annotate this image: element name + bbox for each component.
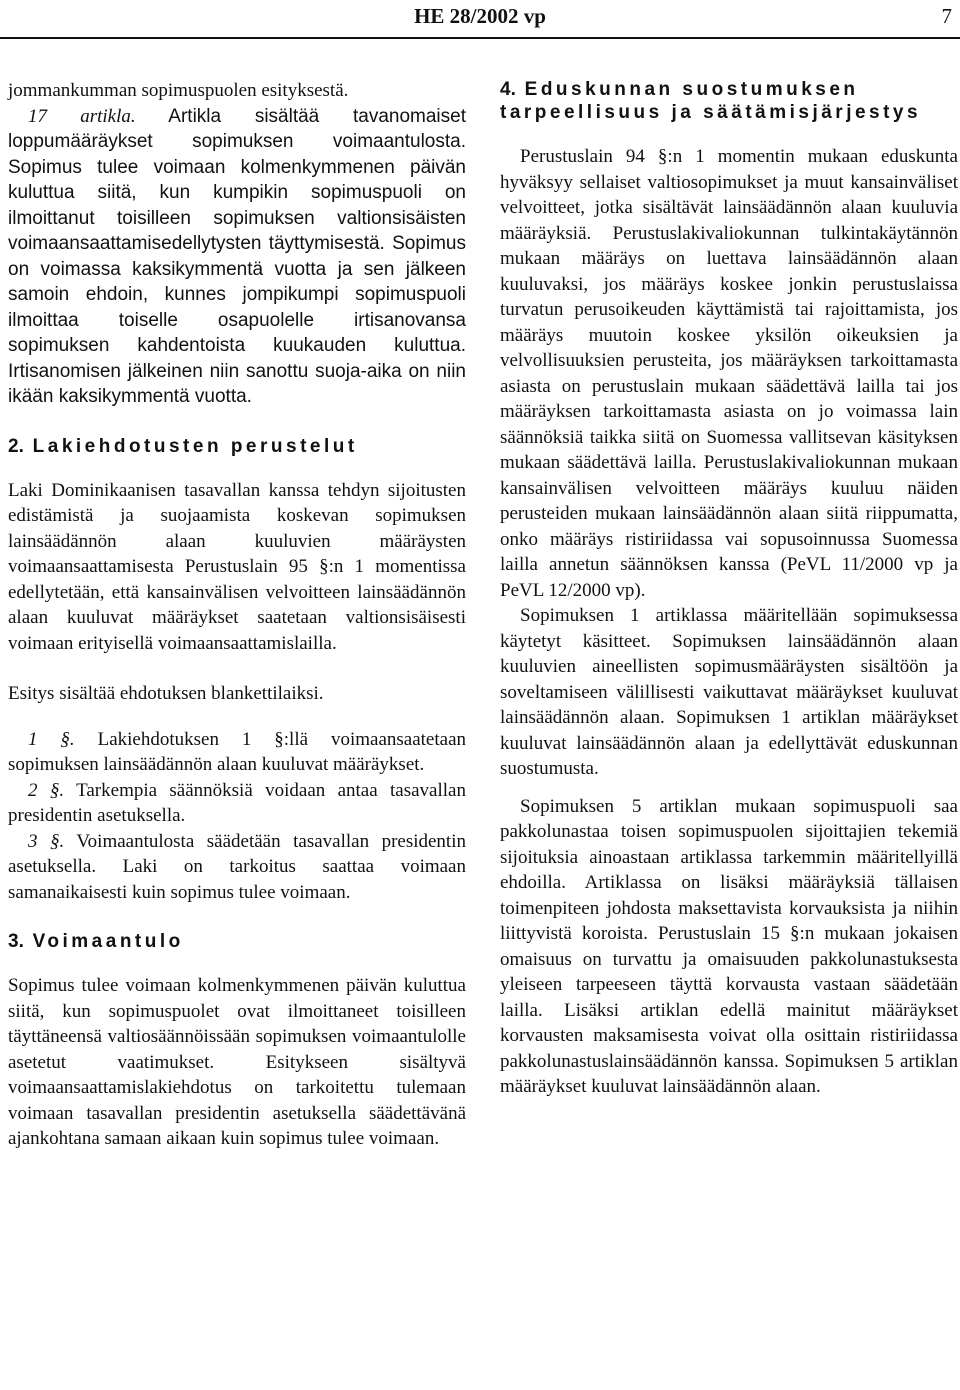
section-2-item [8, 778, 466, 829]
section-4-paragraph-3: Sopimuksen 5 artiklan mukaan sopimuspuoli saa pakkolunastaa toisen sopimuspuolen sijoittajien tekemiä sijoituksia ainoastaan artiklassa tarkemmin määritellyillä ehdoilla. Artiklassa on lisäksi määräyksiä tällaisen toimenpiteen johdosta maksettavista korvauksista ja niihin liittyvistä koroista. Perustuslain 15 §:n mukaan jokaisen omaisuus on turvattu ja omaisuuden pakkolunastuksesta yleiseen tarpeeseen täyttä korvausta vastaan säädetään lailla. Lisäksi artiklan edellä mainitut määräykset korvausten maksamisesta voivat olla osittain ristiriidassa pakkolunastuslainsäädännön kanssa. Sopimuksen 5 artiklan määräykset kuuluvat lainsäädännön alaan. [500, 795, 958, 1097]
section-3-heading [8, 930, 466, 953]
section-3-paragraph: Sopimus tulee voimaan kolmenkymmenen päivän kuluttua siitä, kun sopimuspuolet ovat ilmoittaneet toisilleen täyttäneensä valtiosäännöissään sopimuksen voimaantulolle asetetut vaatimukset. Esitykseen sisältyvä voimaansaattamislakiehdotus on tarkoitettu tulemaan voimaan tasavallan presidentin asetuksella säädettävänä ajankohtana samaan aikaan kuin sopimus tulee voimaan. [8, 975, 466, 1149]
section-4-paragraph-2: Sopimuksen 1 artiklassa määritellään sopimuksessa käytetyt käsitteet. Sopimuksen lainsäädännön alaan kuuluvien aineellisten sopimusmääräysten sisältöön ja soveltamiseen välillisesti vaikuttavat määräykset kuuluvat lainsäädännön alaan. Sopimuksen 1 artiklan määräykset kuuluvat lainsäädännön alaan ja edellyttävät eduskunnan suostumusta. [500, 605, 958, 779]
right-column [500, 78, 958, 1100]
section-2-paragraph-1: Laki Dominikaanisen tasavallan kanssa tehdyn sijoitusten edistämistä ja suojaamista koskevan sopimuksen lainsäädännön alaan kuuluvien määräysten voimaansaattamisesta Perustuslain 95 §:n 1 momentissa edellytetään, että kansainvälisen velvoitteen lainsäädännön alaan kuuluvat määräykset saatetaan valtionsisäisesti voimaan erityisellä voimaansaattamislailla. [8, 479, 466, 654]
section-3-title: Voimaantulo [32, 931, 184, 952]
page-number: 7 [941, 4, 952, 28]
section-2-title: Lakiehdotusten perustelut [32, 435, 358, 457]
section-4-title: Eduskunnan suostumuksen tarpeellisuus ja säätämisjärjestys [500, 79, 922, 123]
section-2-paragraph-2: Esitys sisältää ehdotuksen blankettilaiksi. [8, 683, 324, 704]
section-1-label: 1 §. [28, 728, 75, 750]
intro-paragraph: jommankumman sopimuspuolen esityksestä. [8, 80, 349, 101]
section-3-text: Voimaantulosta säädetään tasavallan presidentin asetuksella. Laki on tarkoitus saattaa voimaan samanaikaisesti kuin sopimus tulee voimaan. [8, 830, 466, 903]
section-1-item [8, 727, 466, 778]
section-2-heading [8, 435, 466, 458]
section-4-number: 4. [500, 79, 516, 100]
page-header [0, 0, 960, 34]
article-17-label: 17 artikla. [28, 105, 136, 127]
article-17-paragraph [8, 104, 466, 410]
section-3-item [8, 829, 466, 906]
header-rule [0, 37, 960, 39]
section-2-text: Tarkempia säännöksiä voidaan antaa tasavallan presidentin asetuksella. [8, 779, 466, 826]
left-column [8, 78, 466, 1152]
section-4-paragraph-1: Perustuslain 94 §:n 1 momentin mukaan eduskunta hyväksyy sellaiset valtiosopimukset ja muut kansainväliset velvoitteet, jotka sisältävät lainsäädännön alaan kuuluvia määräyksiä. Perustuslakivaliokunnan tulkintakäytännön mukaan määräys on luettava lainsäädännön alaan kuuluvaksi, jos määräys koskee jonkin perustuslaissa turvatun perusoikeuden käyttämistä tai rajoittamista, jos määräys muutoin koskee yksilön oikeuksien ja velvollisuuksien perusteita, jos määräyksen tarkoittamasta asiasta on perustuslain mukaan säädettävä lailla tai jos määräyksen tarkoittamasta asiasta on jo voimassa lain säännöksiä taikka siitä on Suomessa vallitsevan käsityksen mukaan säädettävä lailla. Perustuslakivaliokunnan mukaan kansainvälisen velvoitteen määräys kuuluu näiden perusteiden mukaan lainsäädännön alaan siitä riippumatta, onko määräys ristiriidassa vai sopusoinnussa Suomessa lailla annetun säännöksen kanssa (PeVL 11/2000 vp ja PeVL 12/2000 vp). [500, 146, 958, 601]
section-2-number: 2. [8, 435, 24, 457]
section-3-label: 3 §. [28, 830, 65, 852]
section-1-text: Lakiehdotuksen 1 §:llä voimaansaatetaan sopimuksen lainsäädännön alaan kuuluvat määräykset. [8, 728, 467, 775]
document-id: HE 28/2002 vp [414, 4, 546, 28]
article-17-text: Artikla sisältää tavanomaiset loppumääräykset sopimuksen voimaantulosta. Sopimus tulee voimaan kolmenkymmenen päivän kuluttua siitä, kun kumpikin sopimuspuoli on ilmoittanut toisilleen sopimuksen valtionsisäisten voimaansaattamisedellytysten täyttymisestä. Sopimus on voimassa kaksikymmentä vuotta ja sen jälkeen samoin ehdoin, kunnes jompikumpi sopimuspuoli ilmoittaa toiselle osapuolelle irtisanovansa sopimuksen kahdentoista kuukauden kuluttua. Irtisanomisen jälkeinen niin sanottu suoja-aika on niin ikään kaksikymmentä vuotta. [8, 105, 466, 407]
section-2-label: 2 §. [28, 779, 65, 801]
section-4-heading [500, 78, 958, 124]
section-3-number: 3. [8, 931, 24, 952]
